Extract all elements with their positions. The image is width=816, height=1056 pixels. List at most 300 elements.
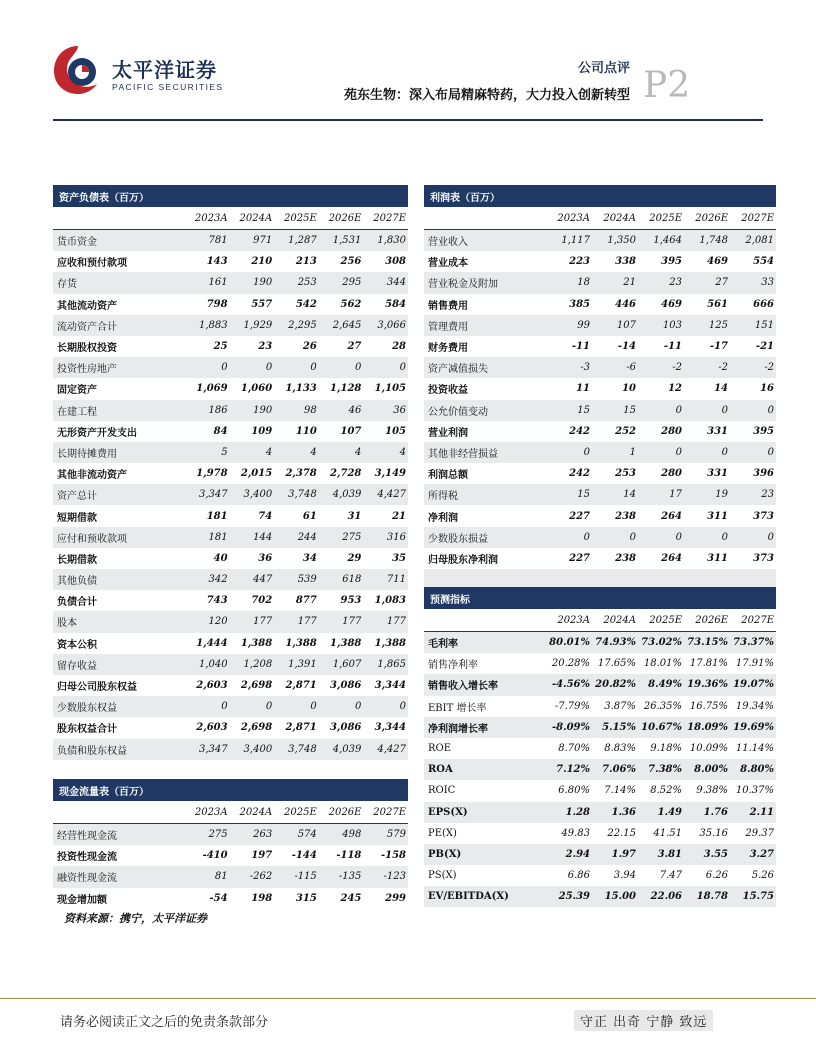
- table-row: [424, 653, 776, 674]
- row-value: 2,378: [285, 468, 317, 480]
- row-value: -8.09%: [546, 717, 592, 738]
- row-label: 留存收益: [53, 654, 185, 675]
- row-value: 177: [230, 611, 275, 632]
- row-value: 109: [251, 425, 273, 437]
- row-label: 净利润增长率: [424, 717, 546, 738]
- table-row: [424, 823, 776, 844]
- row-value: 1,391: [274, 654, 319, 675]
- row-value: 36: [363, 400, 408, 421]
- row-value: 23: [638, 272, 684, 293]
- table-row: [424, 548, 776, 569]
- row-value: 21: [592, 272, 638, 293]
- row-value: 2.94: [546, 844, 592, 865]
- row-label: 无形资产开发支出: [57, 427, 137, 439]
- year-header: 2025E: [274, 207, 319, 230]
- row-value: 7.06%: [592, 759, 638, 780]
- row-value: 1,083: [374, 595, 406, 607]
- row-value: 3.87%: [604, 700, 636, 712]
- row-value: -2: [684, 357, 730, 378]
- row-label: 投资性房地产: [53, 357, 185, 378]
- row-value: -54: [209, 892, 228, 904]
- row-value: 315: [295, 892, 317, 904]
- row-value: 84: [213, 425, 228, 437]
- row-value: 25: [213, 341, 228, 353]
- row-value: 447: [230, 569, 275, 590]
- row-value: 2,015: [240, 468, 273, 480]
- row-value: 4: [274, 442, 319, 463]
- table-title: 资产负债表（百万）: [53, 185, 408, 207]
- row-value: 0: [363, 696, 408, 717]
- row-value: 0: [274, 357, 319, 378]
- table-header-row: [424, 207, 776, 230]
- row-value: 0: [319, 357, 364, 378]
- row-value: 2,645: [319, 315, 364, 336]
- row-label: 公允价值变动: [424, 400, 546, 421]
- row-value: -3: [546, 357, 592, 378]
- row-value: 27: [684, 272, 730, 293]
- row-value: 1,978: [196, 468, 228, 480]
- forecast-metrics-table: [424, 587, 776, 907]
- row-value: 8.83%: [604, 743, 636, 755]
- row-value: 34: [302, 552, 317, 564]
- row-label: 负债和股东权益: [53, 739, 185, 760]
- table-row: [53, 357, 408, 378]
- table-row: [424, 632, 776, 654]
- row-value: 3,400: [230, 739, 275, 760]
- row-value: 1.49: [638, 802, 684, 823]
- year-header: 2024A: [230, 801, 275, 824]
- row-value: 10.09%: [689, 743, 728, 755]
- row-value: 1,929: [230, 315, 275, 336]
- table-title: 预测指标: [424, 587, 776, 609]
- table-row: [424, 442, 776, 463]
- table-row: [53, 527, 408, 548]
- row-value: 190: [230, 400, 275, 421]
- header-empty-cell: [424, 609, 546, 632]
- row-value: 1,830: [363, 230, 408, 252]
- row-value: 7.12%: [546, 759, 592, 780]
- row-value: 2,871: [285, 680, 317, 692]
- row-value: 1,040: [185, 654, 230, 675]
- income-statement-table: [424, 185, 776, 590]
- row-value: 3,748: [274, 739, 319, 760]
- row-label: 少数股东损益: [424, 527, 546, 548]
- brand-name-cn: 太平洋证券: [112, 58, 217, 82]
- table-row: [53, 675, 408, 696]
- row-value: 562: [340, 298, 362, 310]
- table-row: [53, 845, 408, 866]
- row-value: 1.76: [684, 802, 730, 823]
- row-value: 574: [274, 824, 319, 846]
- row-value: 0: [638, 442, 684, 463]
- row-value: 20.82%: [592, 674, 638, 695]
- table-title-row: [424, 185, 776, 207]
- row-value: 17: [638, 484, 684, 505]
- row-value: 213: [295, 256, 317, 268]
- row-value: 98: [274, 400, 319, 421]
- table-title-row: [424, 587, 776, 609]
- row-value: 9.38%: [696, 785, 728, 797]
- row-value: 2,603: [196, 680, 228, 692]
- row-value: 10.37%: [735, 785, 774, 797]
- row-label: 管理费用: [424, 315, 546, 336]
- table-row: [424, 357, 776, 378]
- row-value: 9.18%: [650, 743, 682, 755]
- row-value: 1,531: [319, 230, 364, 252]
- row-value: 80.01%: [546, 632, 592, 654]
- row-value: 7.14%: [604, 785, 636, 797]
- row-value: 31: [347, 510, 362, 522]
- row-value: 373: [753, 552, 774, 564]
- row-value: 73.37%: [730, 632, 776, 654]
- row-value: 210: [251, 256, 273, 268]
- table-row: [424, 527, 776, 548]
- row-value: 2.11: [730, 802, 776, 823]
- row-value: 181: [185, 527, 230, 548]
- year-header: 2024A: [592, 207, 638, 230]
- row-value: 198: [251, 892, 273, 904]
- row-value: 542: [295, 298, 317, 310]
- table-row: [53, 442, 408, 463]
- row-label: 归母股东净利润: [428, 554, 498, 566]
- disclaimer-note: 请务必阅读正文之后的免责条款部分: [60, 1015, 269, 1030]
- table-row: [53, 824, 408, 846]
- row-value: 1,388: [330, 637, 362, 649]
- row-label: PB(X): [424, 844, 546, 865]
- row-label: 短期借款: [57, 512, 97, 524]
- row-value: 0: [546, 442, 592, 463]
- row-label: 资本公积: [57, 639, 97, 651]
- row-value: 81: [185, 866, 230, 887]
- row-value: 105: [385, 425, 406, 437]
- row-value: 0: [230, 357, 275, 378]
- row-value: 8.00%: [684, 759, 730, 780]
- row-value: 61: [302, 510, 317, 522]
- row-label: 所得税: [424, 484, 546, 505]
- row-value: 15.00: [592, 886, 638, 907]
- row-value: 561: [707, 298, 728, 310]
- row-value: 36: [258, 552, 273, 564]
- row-value: 469: [661, 298, 682, 310]
- year-header: 2025E: [638, 207, 684, 230]
- row-value: 373: [753, 510, 774, 522]
- row-value: 245: [340, 892, 362, 904]
- row-value: 3,066: [363, 315, 408, 336]
- row-value: 256: [340, 256, 362, 268]
- row-value: 1,883: [185, 315, 230, 336]
- row-value: 29: [347, 552, 362, 564]
- row-value: 16.75%: [689, 700, 728, 712]
- row-value: 18.01%: [643, 658, 682, 670]
- row-value: 5.15%: [592, 717, 638, 738]
- row-label: 应付和预收款项: [53, 527, 185, 548]
- table-row: [424, 738, 776, 759]
- report-title: 苑东生物：深入布局精麻特药，大力投入创新转型: [343, 88, 630, 103]
- row-value: 0: [730, 527, 776, 548]
- row-label: 股东权益合计: [57, 724, 117, 736]
- row-value: 73.02%: [638, 632, 684, 654]
- table-row: [53, 505, 408, 526]
- row-label: EV/EBITDA(X): [424, 886, 546, 907]
- row-value: 953: [340, 595, 362, 607]
- row-value: 385: [569, 298, 590, 310]
- row-value: 29.37: [745, 827, 774, 839]
- row-value: 2,871: [285, 722, 317, 734]
- row-value: 557: [251, 298, 273, 310]
- table-row: [424, 315, 776, 336]
- row-value: 1.36: [592, 802, 638, 823]
- table-row: [424, 696, 776, 717]
- header-empty-cell: [53, 207, 185, 230]
- row-label: ROE: [428, 743, 452, 755]
- row-value: 125: [684, 315, 730, 336]
- row-value: 4: [319, 442, 364, 463]
- row-value: 5: [185, 442, 230, 463]
- row-value: 1,060: [240, 383, 273, 395]
- row-label: 融资性现金流: [53, 866, 185, 887]
- row-value: -410: [202, 850, 228, 862]
- row-label: PE(X): [428, 827, 457, 839]
- table-row: [53, 421, 408, 442]
- row-value: 0: [592, 527, 638, 548]
- row-value: 7.38%: [638, 759, 684, 780]
- row-value: 3.27: [730, 844, 776, 865]
- row-value: 0: [185, 357, 230, 378]
- table-row: [53, 484, 408, 505]
- row-value: 186: [185, 400, 230, 421]
- row-value: -21: [755, 341, 774, 353]
- row-value: 0: [684, 442, 730, 463]
- row-value: 798: [206, 298, 228, 310]
- row-value: 4,039: [319, 484, 364, 505]
- row-value: 584: [385, 298, 406, 310]
- row-label: 其他负债: [53, 569, 185, 590]
- row-value: 3,748: [274, 484, 319, 505]
- row-value: 26: [302, 341, 317, 353]
- row-value: -7.79%: [554, 700, 590, 712]
- row-value: 1,607: [319, 654, 364, 675]
- row-value: 280: [661, 468, 682, 480]
- table-row: [53, 569, 408, 590]
- row-value: 74: [258, 510, 273, 522]
- row-label: 存货: [53, 272, 185, 293]
- row-value: 15.75: [730, 886, 776, 907]
- row-value: 161: [185, 272, 230, 293]
- row-value: 1,388: [240, 637, 273, 649]
- table-row: [53, 888, 408, 909]
- table-row: [53, 315, 408, 336]
- table-row: [53, 548, 408, 569]
- row-value: 308: [385, 256, 406, 268]
- company-motto: 守正 出奇 宁静 致远: [574, 1010, 713, 1031]
- row-value: 7.47: [659, 870, 682, 882]
- row-value: 263: [230, 824, 275, 846]
- row-value: 971: [230, 230, 275, 252]
- row-value: 0: [363, 357, 408, 378]
- row-value: 446: [615, 298, 636, 310]
- year-header: 2026E: [319, 207, 364, 230]
- row-value: 8.70%: [558, 743, 590, 755]
- row-value: 579: [363, 824, 408, 846]
- row-value: 342: [185, 569, 230, 590]
- table-row: [424, 378, 776, 399]
- row-value: 4: [363, 442, 408, 463]
- row-value: 227: [569, 510, 590, 522]
- row-value: 16: [760, 383, 774, 395]
- row-value: 1,128: [330, 383, 362, 395]
- table-row: [424, 886, 776, 907]
- row-value: 242: [569, 468, 590, 480]
- year-header: 2027E: [363, 801, 408, 824]
- row-value: -262: [230, 866, 275, 887]
- row-label: 销售净利率: [428, 660, 478, 672]
- row-label: 净利润: [428, 512, 458, 524]
- year-header: 2027E: [730, 207, 776, 230]
- row-value: 5.26: [751, 870, 774, 882]
- row-value: 311: [707, 552, 728, 564]
- row-value: 3,086: [330, 680, 362, 692]
- row-value: -6: [592, 357, 638, 378]
- table-row: [53, 400, 408, 421]
- row-value: -2: [638, 357, 684, 378]
- row-value: 4,039: [319, 739, 364, 760]
- row-label: ROA: [424, 759, 546, 780]
- table-row: [424, 802, 776, 823]
- row-value: 11.14%: [735, 743, 774, 755]
- row-label: 股本: [53, 611, 185, 632]
- row-value: 666: [753, 298, 774, 310]
- table-row: [424, 674, 776, 695]
- row-value: 242: [569, 425, 590, 437]
- row-value: 6.26: [705, 870, 728, 882]
- data-source-note: 资料来源：携宁，太平洋证券: [64, 912, 207, 925]
- table-header-row: [53, 207, 408, 230]
- row-label: 流动资产合计: [53, 315, 185, 336]
- row-value: 26.35%: [643, 700, 682, 712]
- row-label: 销售费用: [428, 300, 468, 312]
- table-row: [53, 866, 408, 887]
- row-value: -17: [709, 341, 728, 353]
- year-header: 2025E: [274, 801, 319, 824]
- row-value: 22.15: [607, 827, 636, 839]
- row-label: 负债合计: [57, 597, 97, 609]
- row-value: 20.28%: [551, 658, 590, 670]
- row-value: 1,388: [285, 637, 317, 649]
- row-label: 其他非流动资产: [57, 470, 127, 482]
- table-title-row: [53, 779, 408, 801]
- row-value: -11: [663, 341, 682, 353]
- row-value: 151: [730, 315, 776, 336]
- row-label: 长期股权投资: [57, 343, 117, 355]
- table-row: [53, 251, 408, 272]
- row-value: 46: [319, 400, 364, 421]
- row-value: 14: [714, 383, 728, 395]
- row-value: 1,350: [592, 230, 638, 252]
- row-value: 10: [622, 383, 636, 395]
- table-title-row: [53, 185, 408, 207]
- row-value: 238: [615, 510, 636, 522]
- row-value: 6.86: [567, 870, 590, 882]
- year-header: 2023A: [185, 207, 230, 230]
- row-value: 4,427: [363, 484, 408, 505]
- row-value: 3,344: [374, 680, 406, 692]
- row-value: 17.65%: [597, 658, 636, 670]
- row-value: 3.81: [638, 844, 684, 865]
- row-value: 1,117: [546, 230, 592, 252]
- row-value: 73.15%: [684, 632, 730, 654]
- row-value: 280: [661, 425, 682, 437]
- row-value: 275: [185, 824, 230, 846]
- row-value: 1,748: [684, 230, 730, 252]
- row-value: 227: [569, 552, 590, 564]
- year-header: 2026E: [684, 207, 730, 230]
- row-value: 33: [730, 272, 776, 293]
- row-value: 1,444: [196, 637, 228, 649]
- row-value: 120: [185, 611, 230, 632]
- row-label: 货币资金: [53, 230, 185, 252]
- row-value: 22.06: [638, 886, 684, 907]
- row-label: 固定资产: [57, 385, 97, 397]
- row-value: 344: [363, 272, 408, 293]
- row-label: 现金增加额: [57, 894, 107, 906]
- row-value: 253: [274, 272, 319, 293]
- table-row: [424, 400, 776, 421]
- table-row: [53, 739, 408, 760]
- row-value: 18.78: [684, 886, 730, 907]
- table-row: [53, 230, 408, 252]
- row-value: 41.51: [653, 827, 682, 839]
- table-row: [53, 717, 408, 738]
- row-value: 4,427: [363, 739, 408, 760]
- row-value: 264: [661, 510, 682, 522]
- row-value: 299: [385, 892, 406, 904]
- row-value: 554: [753, 256, 774, 268]
- cash-flow-table: [53, 779, 408, 909]
- row-label: 投资性现金流: [57, 852, 117, 864]
- row-value: -11: [571, 341, 590, 353]
- year-header: 2024A: [230, 207, 275, 230]
- row-label: 资产减值损失: [424, 357, 546, 378]
- row-value: 0: [230, 696, 275, 717]
- row-label: 其他非经营损益: [424, 442, 546, 463]
- row-value: 15: [546, 400, 592, 421]
- row-label: 营业利润: [428, 427, 468, 439]
- row-value: 2,698: [240, 722, 273, 734]
- row-value: 618: [319, 569, 364, 590]
- row-value: 711: [363, 569, 408, 590]
- table-header-row: [53, 801, 408, 824]
- row-value: 0: [684, 527, 730, 548]
- row-value: -144: [291, 850, 317, 862]
- row-label: 长期借款: [57, 554, 97, 566]
- row-value: 295: [319, 272, 364, 293]
- table-row: [424, 484, 776, 505]
- row-label: 资产总计: [53, 484, 185, 505]
- row-value: 3.94: [613, 870, 636, 882]
- footer-divider: [0, 998, 816, 999]
- row-value: 395: [753, 425, 774, 437]
- table-row: [53, 654, 408, 675]
- row-value: 21: [392, 510, 406, 522]
- row-value: 17.91%: [735, 658, 774, 670]
- row-value: 702: [251, 595, 273, 607]
- row-label: 归母公司股东权益: [57, 682, 137, 694]
- row-value: 35.16: [699, 827, 728, 839]
- row-label: EBIT 增长率: [428, 702, 487, 714]
- table-row: [424, 230, 776, 252]
- row-value: 1,133: [285, 383, 317, 395]
- row-value: 539: [274, 569, 319, 590]
